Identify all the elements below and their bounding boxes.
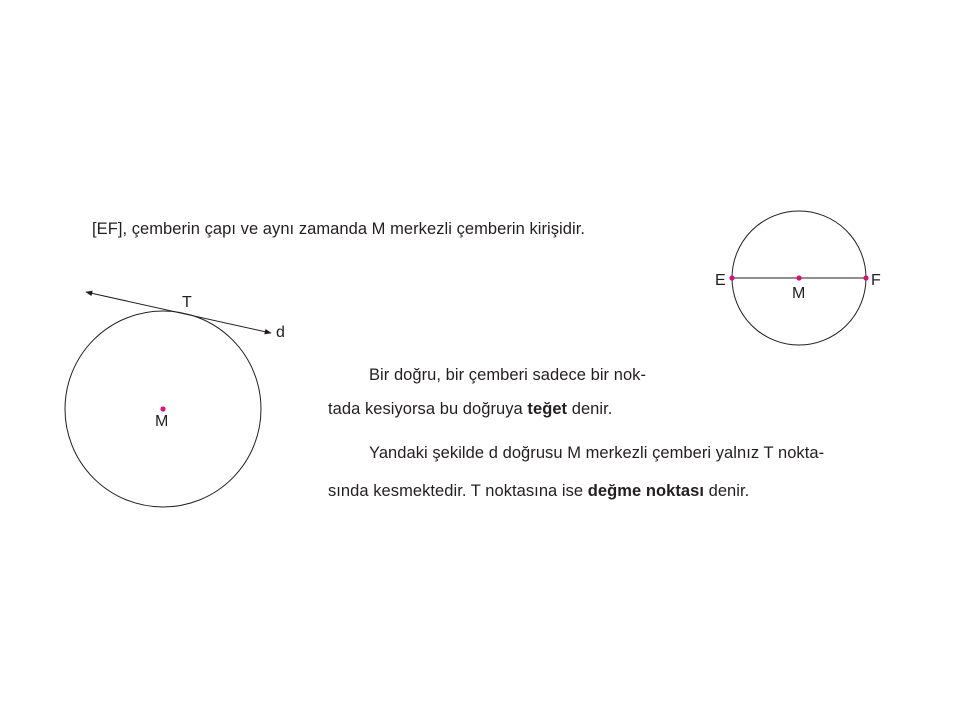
- label-e: E: [715, 272, 726, 289]
- label-d: d: [276, 324, 285, 341]
- paragraph-1-line-2: [328, 399, 612, 419]
- label-m-diameter: M: [792, 285, 806, 302]
- paragraph-1-line-2-end: denir.: [567, 400, 613, 418]
- intro-sentence: [EF], çemberin çapı ve aynı zamanda M merkezli çemberin kirişidir.: [92, 220, 585, 238]
- point-m-tangent-center: [160, 406, 165, 411]
- tangent-figure: [65, 292, 285, 507]
- label-m-tangent: M: [155, 413, 169, 430]
- point-e: [729, 275, 734, 280]
- paragraph-2-line-2-end: denir.: [703, 482, 750, 500]
- point-m-center: [796, 275, 801, 280]
- label-t: T: [182, 294, 192, 311]
- paragraph-2-line-2: [328, 481, 749, 501]
- paragraph-2-line-2-start: sında kesmektedir. T noktasına ise: [328, 482, 588, 500]
- tangent-line-d: [86, 292, 271, 333]
- term-teget: teğet: [527, 400, 568, 418]
- term-degme-noktasi: değme noktası: [587, 482, 704, 500]
- diameter-figure: [715, 211, 881, 345]
- paragraph-1-line-2-start: tada kesiyorsa bu doğruya: [328, 400, 528, 418]
- label-f: F: [871, 272, 881, 289]
- paragraph-2-line-1: Yandaki şekilde d doğrusu M merkezli çemberi yalnız T nokta-: [369, 444, 825, 462]
- point-f: [863, 275, 868, 280]
- paragraph-1-line-1: Bir doğru, bir çemberi sadece bir nok-: [369, 366, 647, 384]
